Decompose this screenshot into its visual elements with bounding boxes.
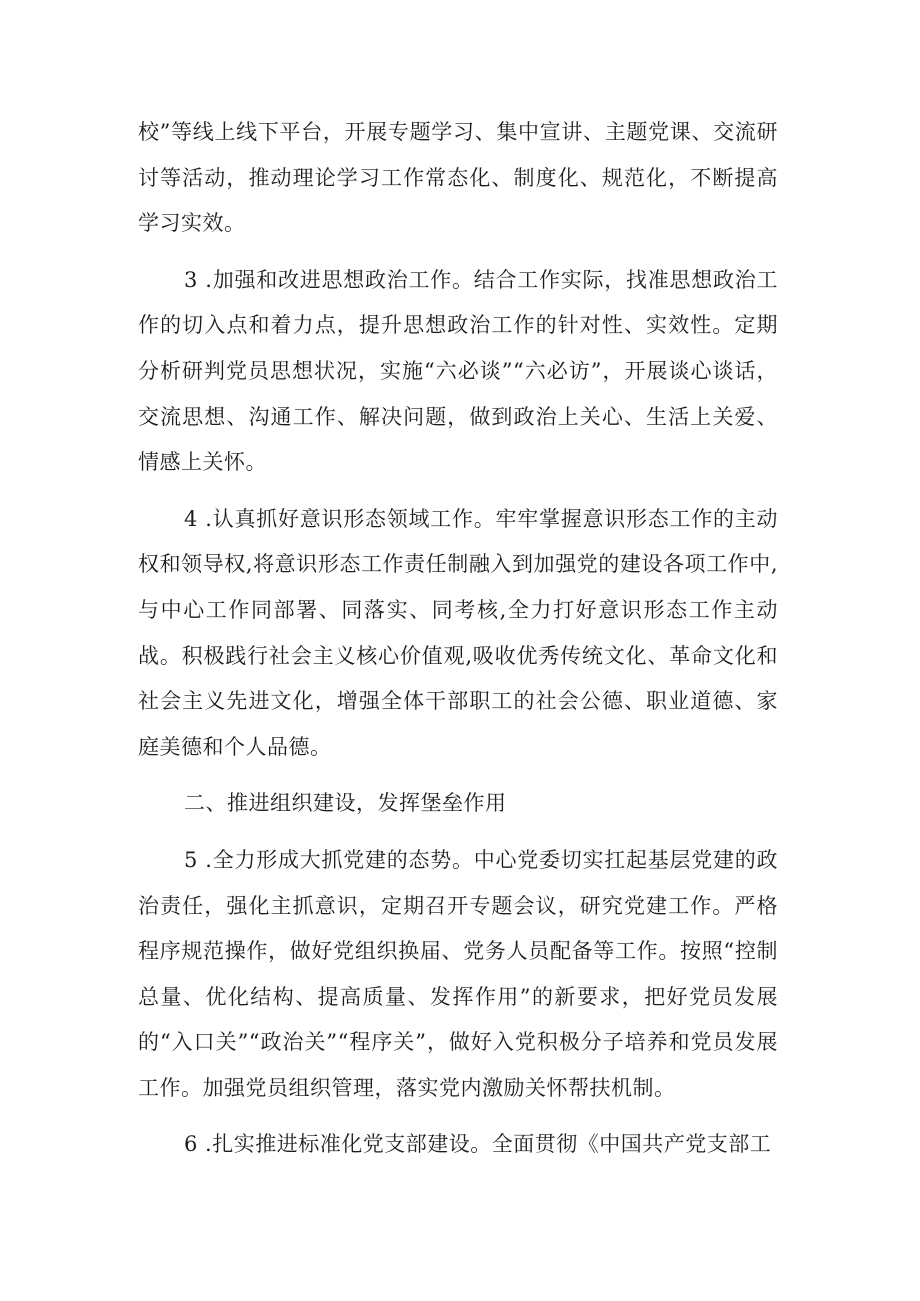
- section-heading-2: 二、推进组织建设，发挥堡垒作用: [184, 791, 507, 816]
- paragraph-item-3: 3 .加强和改进思想政治工作。结合工作实际，找准思想政治工作的切入点和着力点，提升思想政治工作的针对性、实效性。定期分析研判党员思想状况，实施“六必谈”“六必访”，开展谈心谈话，交流思想、沟通工作、解决问题，做到政治上关心、生活上关爱、情感上关怀。: [138, 267, 778, 475]
- paragraph-continuation: 校”等线上线下平台，开展专题学习、集中宣讲、主题党课、交流研讨等活动，推动理论学习工作常态化、制度化、规范化，不断提高学习实效。: [138, 120, 778, 236]
- paragraph-item-4: 4 .认真抓好意识形态领域工作。牢牢掌握意识形态工作的主动权和领导权,将意识形态工作责任制融入到加强党的建设各项工作中,与中心工作同部署、同落实、同考核,全力打好意识形态工作主动战。积极践行社会主义核心价值观,吸收优秀传统文化、革命文化和社会主义先进文化，增强全体干部职工的社会公德、职业道德、家庭美德和个人品德。: [138, 506, 778, 759]
- paragraph-item-6: 6 .扎实推进标准化党支部建设。全面贯彻《中国共产党支部工: [184, 1132, 772, 1157]
- paragraph-item-5: 5 .全力形成大抓党建的态势。中心党委切实扛起基层党建的政治责任，强化主抓意识，定期召开专题会议，研究党建工作。严格程序规范操作，做好党组织换届、党务人员配备等工作。按照“控制总量、优化结构、提高质量、发挥作用”的新要求，把好党员发展的“入口关”“政治关”“程序关”，做好入党积极分子培养和党员发展工作。加强党员组织管理，落实党内激励关怀帮扶机制。: [138, 847, 778, 1100]
- document-body: [138, 110, 778, 1179]
